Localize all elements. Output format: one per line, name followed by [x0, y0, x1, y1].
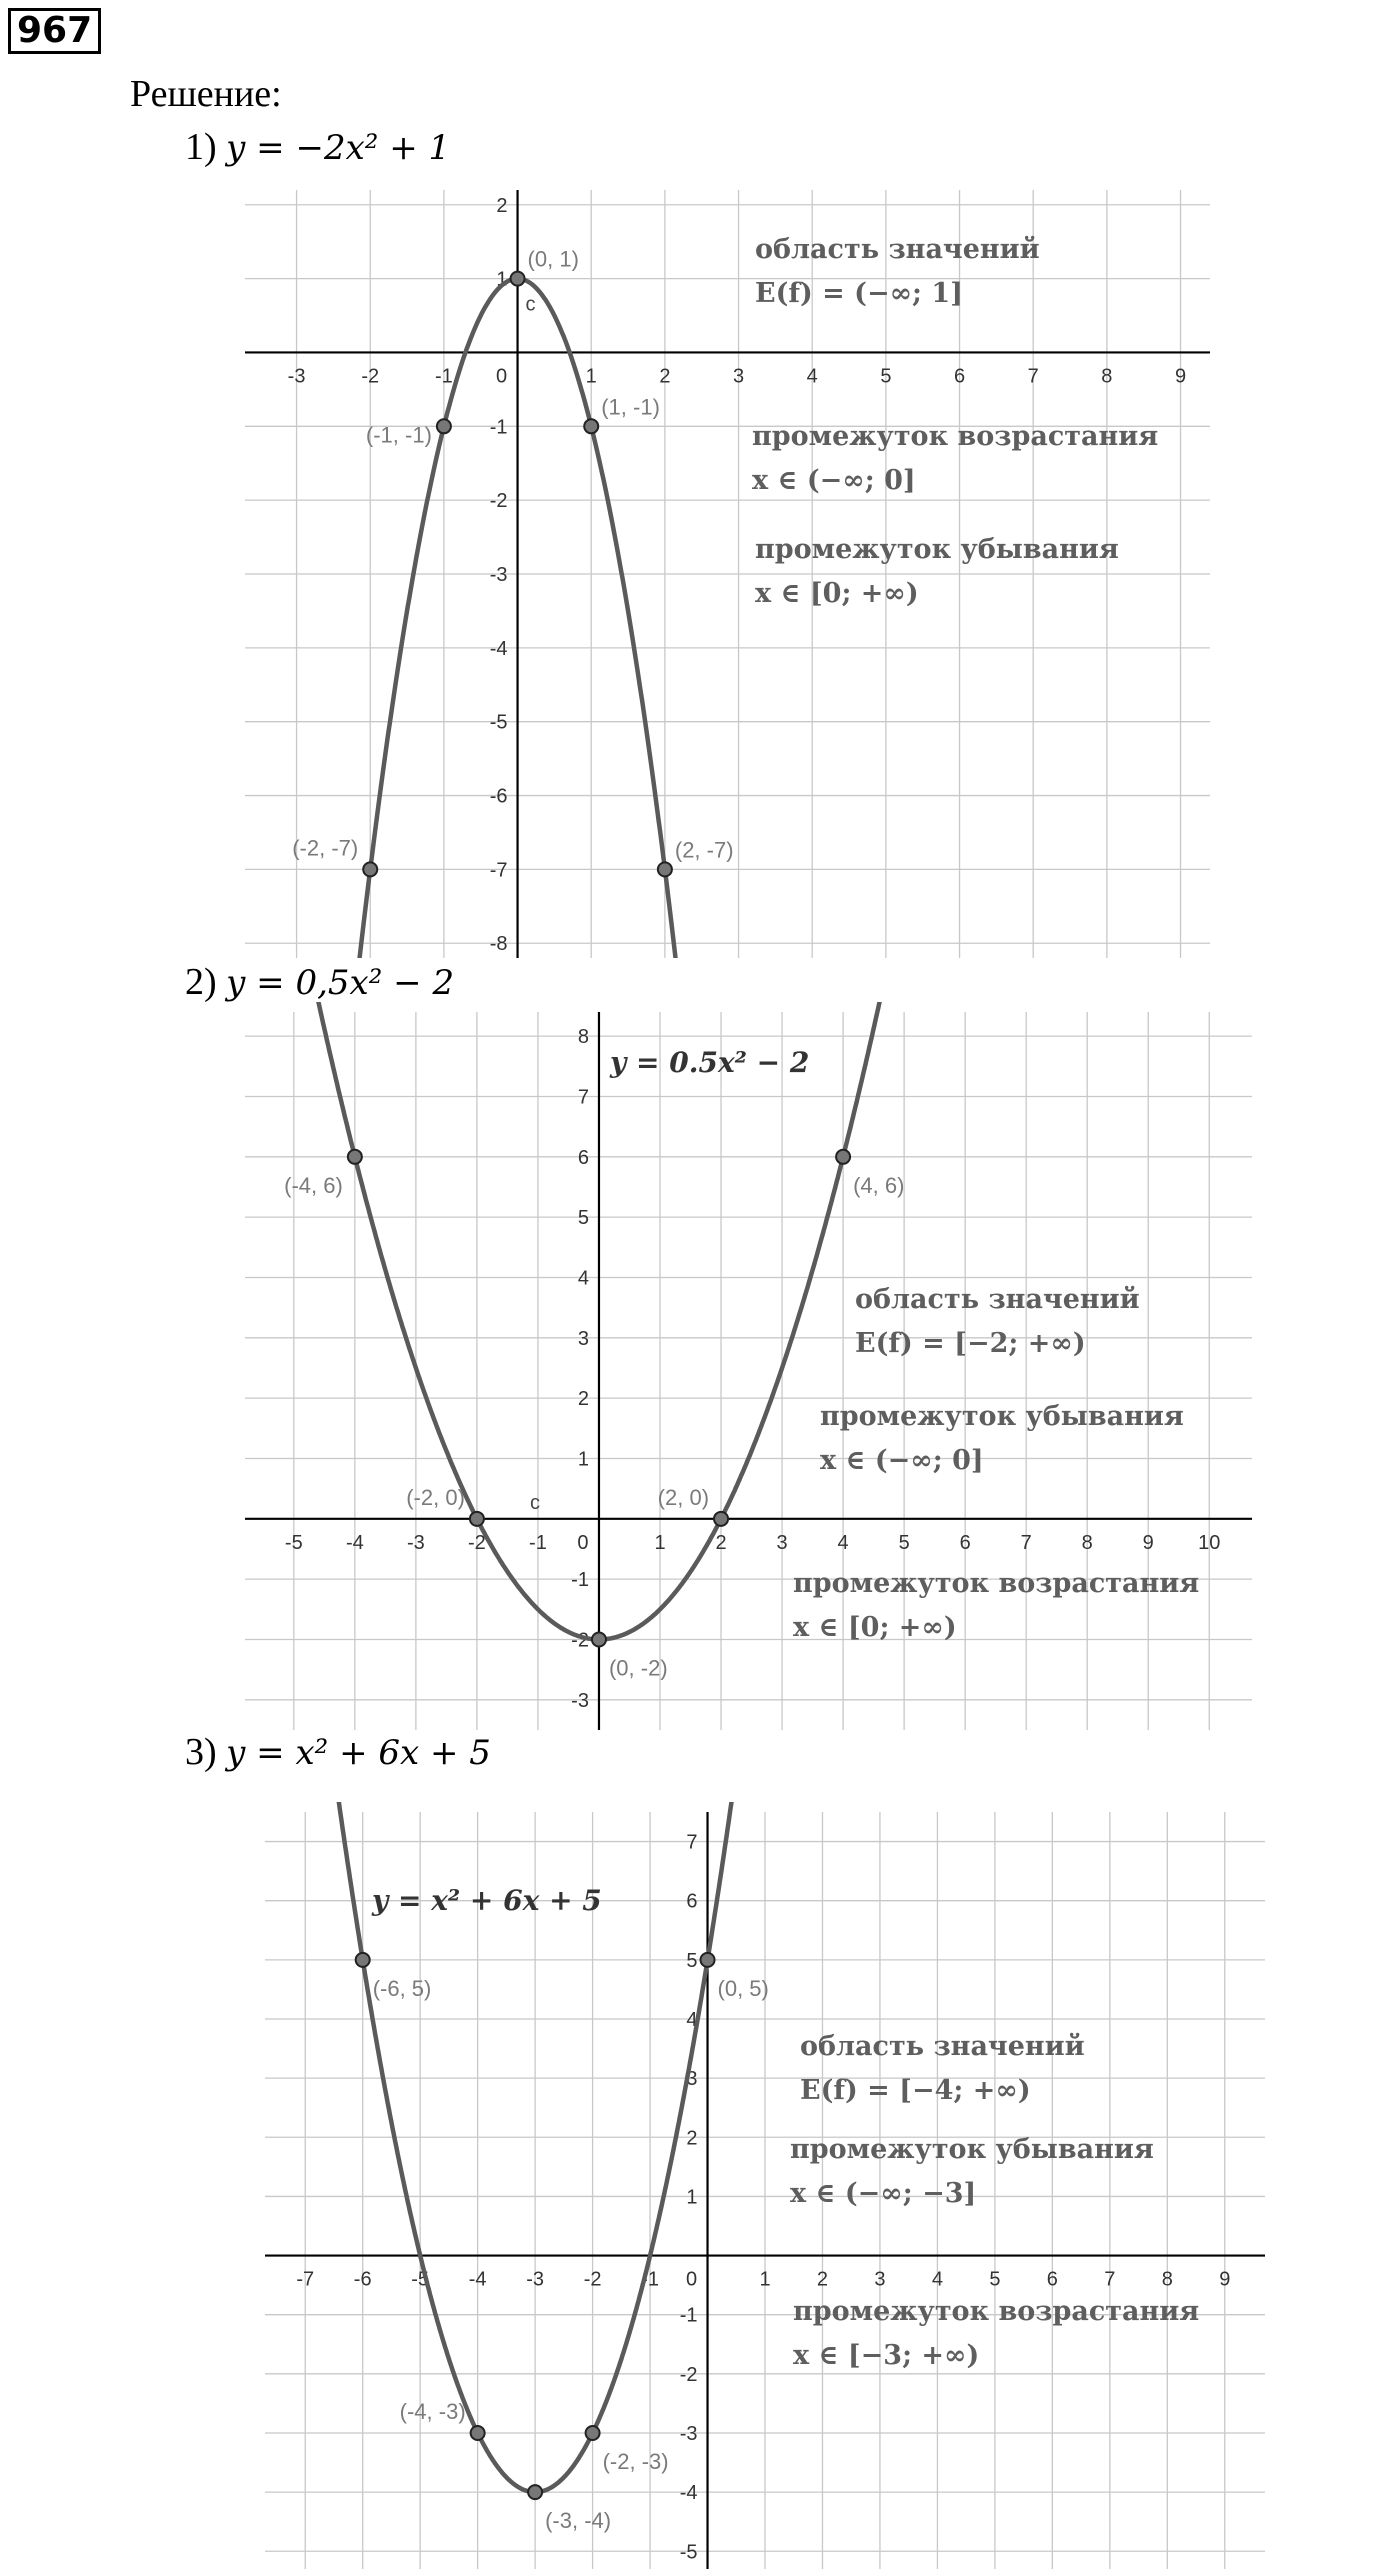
y-tick-label: 2 — [577, 1388, 589, 1411]
increase-value: x ∈ (−∞; 0] — [752, 465, 916, 496]
x-tick-label: 4 — [837, 1531, 849, 1554]
x-tick-label: 8 — [1161, 2268, 1173, 2291]
y-tick-label: -8 — [489, 933, 508, 956]
data-point — [471, 2426, 485, 2440]
increase-value: x ∈ [−3; +∞) — [793, 2340, 980, 2371]
x-tick-label: 0 — [577, 1531, 589, 1554]
decrease-value: x ∈ (−∞; 0] — [820, 1445, 984, 1476]
y-tick-label: -2 — [679, 2363, 698, 2386]
x-tick-label: 1 — [585, 365, 597, 388]
range-value: E(f) = [−2; +∞) — [855, 1328, 1086, 1359]
y-tick-label: 7 — [577, 1086, 589, 1109]
point-label: (1, -1) — [601, 394, 660, 420]
y-tick-label: 5 — [577, 1207, 589, 1230]
point-label: (-2, -7) — [292, 835, 359, 861]
c-marker-label: c — [529, 1491, 540, 1514]
y-tick-label: -1 — [679, 2304, 698, 2327]
x-tick-label: -3 — [406, 1531, 425, 1554]
decrease-value: x ∈ [0; +∞) — [755, 578, 919, 609]
point-label: (-4, 6) — [284, 1172, 343, 1198]
y-tick-label: 7 — [686, 1831, 698, 1854]
y-tick-label: 1 — [686, 2186, 698, 2209]
x-tick-label: 3 — [776, 1531, 788, 1554]
x-tick-label: 7 — [1027, 365, 1039, 388]
x-tick-label: 1 — [759, 2268, 771, 2291]
task-2-equation: y = 0,5x² − 2 — [226, 963, 455, 1003]
increase-value: x ∈ [0; +∞) — [793, 1612, 957, 1643]
y-tick-label: 1 — [496, 268, 508, 291]
x-tick-label: 5 — [989, 2268, 1001, 2291]
y-tick-label: -3 — [679, 2422, 698, 2445]
x-tick-label: 4 — [806, 365, 818, 388]
x-tick-label: 9 — [1142, 1531, 1154, 1554]
increase-heading: промежуток возрастания — [752, 421, 1159, 452]
task-3-number: 3) — [185, 1731, 217, 1773]
y-tick-label: -2 — [571, 1629, 589, 1652]
x-tick-label: -4 — [468, 2268, 487, 2291]
point-label: (-4, -3) — [399, 2398, 466, 2424]
point-label: (-2, -3) — [602, 2448, 669, 2474]
y-tick-label: 3 — [577, 1327, 589, 1350]
increase-heading: промежуток возрастания — [793, 1568, 1200, 1599]
x-tick-label: -7 — [296, 2268, 315, 2291]
x-tick-label: 10 — [1198, 1531, 1221, 1554]
x-tick-label: 9 — [1174, 365, 1187, 388]
task-2-number: 2) — [185, 961, 217, 1003]
point-label: (2, 0) — [657, 1484, 710, 1510]
x-tick-label: 8 — [1101, 365, 1113, 388]
y-tick-label: 2 — [496, 194, 508, 217]
x-tick-label: -2 — [583, 2268, 602, 2291]
x-tick-label: 4 — [931, 2268, 943, 2291]
function-label: y = x² + 6x + 5 — [372, 1884, 602, 1917]
point-label: (-2, 0) — [406, 1484, 465, 1510]
point-label: (0, 1) — [527, 246, 579, 272]
y-tick-label: 6 — [577, 1146, 589, 1169]
point-label: (-1, -1) — [365, 422, 432, 448]
y-tick-label: 2 — [686, 2127, 698, 2150]
x-tick-label: 6 — [959, 1531, 971, 1554]
y-tick-label: -4 — [489, 637, 508, 660]
range-heading: область значений — [800, 2031, 1085, 2062]
x-tick-label: -5 — [411, 2268, 430, 2291]
x-tick-label: 5 — [898, 1531, 910, 1554]
point-label: (2, -7) — [674, 837, 734, 863]
x-tick-label: -3 — [526, 2268, 545, 2291]
x-tick-label: 2 — [816, 2268, 829, 2291]
x-tick-label: 3 — [732, 365, 745, 388]
y-tick-label: -4 — [679, 2482, 698, 2505]
x-tick-label: 7 — [1020, 1531, 1032, 1554]
data-point — [528, 2485, 542, 2499]
solution-label: Решение: — [130, 73, 282, 115]
point-label: (0, -2) — [608, 1655, 668, 1681]
function-label: y = 0.5x² − 2 — [610, 1046, 810, 1079]
x-tick-label: -2 — [361, 365, 380, 388]
x-tick-label: -6 — [353, 2268, 372, 2291]
x-tick-label: -3 — [287, 365, 306, 388]
point-label: (0, 5) — [717, 1975, 769, 2001]
y-tick-label: 5 — [686, 1949, 698, 1972]
y-tick-label: -1 — [571, 1569, 589, 1592]
x-tick-label: -1 — [434, 365, 453, 388]
y-tick-label: -3 — [571, 1689, 589, 1712]
y-tick-label: 3 — [686, 2068, 698, 2091]
x-tick-label: 6 — [953, 365, 966, 388]
y-tick-label: 1 — [577, 1448, 589, 1471]
x-tick-label: 3 — [874, 2268, 886, 2291]
y-tick-label: -3 — [489, 564, 508, 586]
decrease-value: x ∈ (−∞; −3] — [790, 2178, 977, 2209]
y-tick-label: -5 — [489, 711, 508, 734]
x-tick-label: 7 — [1104, 2268, 1116, 2291]
range-heading: область значений — [755, 234, 1040, 265]
task-1-equation: y = −2x² + 1 — [226, 128, 451, 168]
x-tick-label: -4 — [345, 1531, 364, 1554]
x-tick-label: 6 — [1046, 2268, 1058, 2291]
x-tick-label: 8 — [1081, 1531, 1093, 1554]
decrease-heading: промежуток убывания — [755, 534, 1119, 565]
x-tick-label: 0 — [495, 365, 508, 388]
y-tick-label: -1 — [489, 416, 508, 439]
decrease-heading: промежуток убывания — [820, 1401, 1184, 1432]
data-point — [701, 1953, 715, 1967]
task-1-number: 1) — [185, 126, 217, 168]
x-tick-label: 1 — [654, 1531, 666, 1554]
y-tick-label: -5 — [679, 2541, 698, 2564]
y-tick-label: 6 — [686, 1890, 698, 1913]
y-tick-label: -7 — [489, 859, 508, 882]
point-label: (-6, 5) — [372, 1975, 432, 2001]
x-tick-label: 0 — [685, 2268, 698, 2291]
range-value: E(f) = [−4; +∞) — [800, 2075, 1031, 2106]
y-tick-label: 4 — [577, 1267, 589, 1290]
x-tick-label: 2 — [659, 365, 671, 388]
problem-number: 967 — [8, 8, 101, 54]
x-tick-label: -1 — [641, 2268, 659, 2291]
task-3-equation: y = x² + 6x + 5 — [226, 1733, 491, 1773]
y-tick-label: -6 — [489, 785, 508, 808]
data-point — [586, 2426, 600, 2440]
y-tick-label: 8 — [577, 1026, 589, 1049]
x-tick-label: 2 — [715, 1531, 727, 1554]
x-tick-label: 9 — [1219, 2268, 1231, 2291]
data-point — [356, 1953, 370, 1967]
c-marker-label: c — [525, 293, 536, 316]
point-label: (4, 6) — [853, 1172, 905, 1198]
point-label: (-3, -4) — [545, 2508, 612, 2534]
x-tick-label: -5 — [284, 1531, 303, 1554]
increase-heading: промежуток возрастания — [793, 2296, 1200, 2327]
range-value: E(f) = (−∞; 1] — [755, 278, 963, 309]
y-tick-label: -2 — [489, 490, 508, 513]
range-heading: область значений — [855, 1284, 1140, 1315]
y-tick-label: 4 — [686, 2008, 698, 2031]
x-tick-label: -1 — [529, 1531, 547, 1554]
x-tick-label: -2 — [468, 1531, 486, 1554]
decrease-heading: промежуток убывания — [790, 2134, 1154, 2165]
x-tick-label: 5 — [880, 365, 892, 388]
